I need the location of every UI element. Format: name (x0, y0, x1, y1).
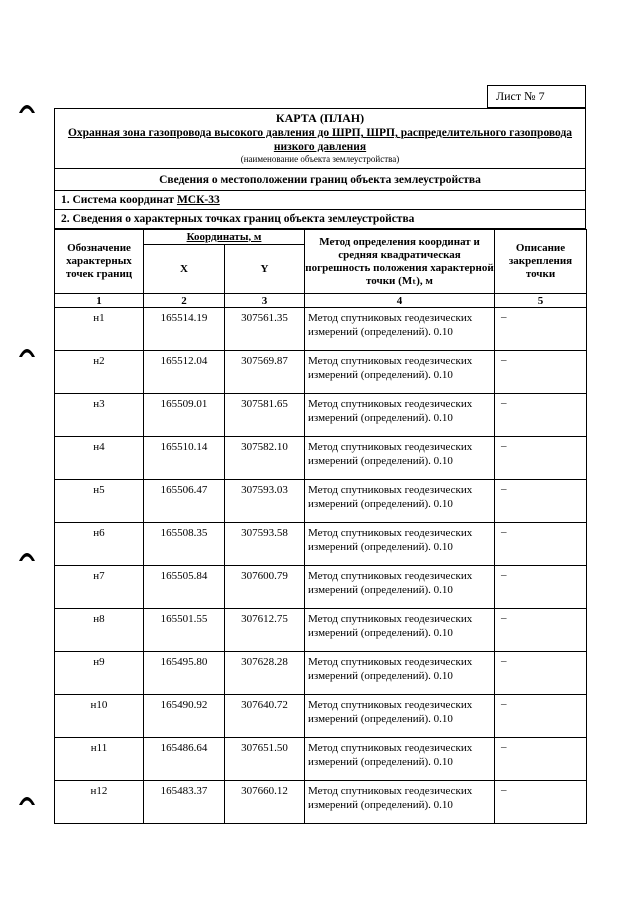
method-text: Метод спутниковых геодезических измерений (определений). 0.10 (305, 308, 495, 351)
fixing-description: – (495, 351, 587, 394)
header-method: Метод определения координат и средняя квадратическая погрешность положения характерной точки (Mₜ), м (305, 230, 495, 294)
points-section-title: 2. Сведения о характерных точках границ объекта землеустройства (54, 210, 586, 229)
point-id: н9 (55, 652, 144, 695)
coordinate-y: 307569.87 (225, 351, 305, 394)
point-id: н7 (55, 566, 144, 609)
fixing-description: – (495, 437, 587, 480)
point-id: н10 (55, 695, 144, 738)
binder-hole-mark (18, 792, 36, 806)
fixing-description: – (495, 781, 587, 824)
table-row (55, 480, 587, 523)
fixing-description: – (495, 609, 587, 652)
method-text: Метод спутниковых геодезических измерений (определений). 0.10 (305, 695, 495, 738)
table-row (55, 652, 587, 695)
column-number: 5 (495, 294, 587, 308)
coordinate-y: 307593.58 (225, 523, 305, 566)
coordinate-x: 165510.14 (144, 437, 225, 480)
binder-hole-mark (18, 548, 36, 562)
table-row (55, 781, 587, 824)
coordinate-x: 165483.37 (144, 781, 225, 824)
coordinate-x: 165501.55 (144, 609, 225, 652)
point-id: н4 (55, 437, 144, 480)
point-id: н2 (55, 351, 144, 394)
method-text: Метод спутниковых геодезических измерений (определений). 0.10 (305, 523, 495, 566)
point-id: н1 (55, 308, 144, 351)
column-number: 4 (305, 294, 495, 308)
column-number: 3 (225, 294, 305, 308)
coordinate-system-value: МСК-33 (176, 194, 220, 206)
method-text: Метод спутниковых геодезических измерений (определений). 0.10 (305, 394, 495, 437)
method-text: Метод спутниковых геодезических измерений (определений). 0.10 (305, 351, 495, 394)
point-id: н6 (55, 523, 144, 566)
point-id: н12 (55, 781, 144, 824)
header-description: Описание закрепления точки (495, 230, 587, 294)
coordinate-x: 165505.84 (144, 566, 225, 609)
document-header (54, 108, 586, 169)
coordinate-y: 307561.35 (225, 308, 305, 351)
table-row (55, 609, 587, 652)
fixing-description: – (495, 394, 587, 437)
fixing-description: – (495, 738, 587, 781)
coordinate-y: 307582.10 (225, 437, 305, 480)
sheet-number: Лист № 7 (487, 85, 586, 108)
coordinate-x: 165508.35 (144, 523, 225, 566)
method-text: Метод спутниковых геодезических измерений (определений). 0.10 (305, 652, 495, 695)
fixing-description: – (495, 652, 587, 695)
fixing-description: – (495, 308, 587, 351)
coordinate-y: 307612.75 (225, 609, 305, 652)
boundary-points-table (54, 229, 587, 824)
header-x: X (144, 245, 225, 294)
section-title: Сведения о местоположении границ объекта землеустройства (54, 169, 586, 191)
table-row (55, 437, 587, 480)
method-text: Метод спутниковых геодезических измерений (определений). 0.10 (305, 437, 495, 480)
coordinate-system-label: 1. Система координат (61, 194, 177, 206)
method-text: Метод спутниковых геодезических измерений (определений). 0.10 (305, 566, 495, 609)
coordinate-y: 307600.79 (225, 566, 305, 609)
table-row (55, 308, 587, 351)
header-point: Обозначение характерных точек границ (55, 230, 144, 294)
method-text: Метод спутниковых геодезических измерений (определений). 0.10 (305, 609, 495, 652)
binder-hole-mark (18, 100, 36, 114)
coordinate-y: 307628.28 (225, 652, 305, 695)
method-text: Метод спутниковых геодезических измерений (определений). 0.10 (305, 738, 495, 781)
fixing-description: – (495, 523, 587, 566)
column-number: 2 (144, 294, 225, 308)
coordinate-y: 307593.03 (225, 480, 305, 523)
method-text: Метод спутниковых геодезических измерений (определений). 0.10 (305, 480, 495, 523)
coordinate-x: 165495.80 (144, 652, 225, 695)
header-y: Y (225, 245, 305, 294)
column-number: 1 (55, 294, 144, 308)
coordinate-y: 307581.65 (225, 394, 305, 437)
coordinate-x: 165490.92 (144, 695, 225, 738)
table-row (55, 394, 587, 437)
coordinate-x: 165506.47 (144, 480, 225, 523)
point-id: н8 (55, 609, 144, 652)
table-row (55, 738, 587, 781)
method-text: Метод спутниковых геодезических измерений (определений). 0.10 (305, 781, 495, 824)
coordinate-x: 165486.64 (144, 738, 225, 781)
point-id: н5 (55, 480, 144, 523)
coordinate-y: 307660.12 (225, 781, 305, 824)
table-row (55, 566, 587, 609)
cadastral-form (54, 108, 586, 824)
object-name: Охранная зона газопровода высокого давления до ШРП, ШРП, распределительного газопровода низкого давления (67, 127, 573, 153)
fixing-description: – (495, 566, 587, 609)
coordinate-x: 165509.01 (144, 394, 225, 437)
table-row (55, 351, 587, 394)
point-id: н11 (55, 738, 144, 781)
coordinate-x: 165512.04 (144, 351, 225, 394)
table-row (55, 523, 587, 566)
document-title: КАРТА (ПЛАН) (275, 111, 365, 125)
fixing-description: – (495, 480, 587, 523)
fixing-description: – (495, 695, 587, 738)
binder-hole-mark (18, 344, 36, 358)
coordinate-y: 307640.72 (225, 695, 305, 738)
coordinate-y: 307651.50 (225, 738, 305, 781)
point-id: н3 (55, 394, 144, 437)
object-name-caption: (наименование объекта землеустройства) (240, 154, 400, 164)
table-row (55, 695, 587, 738)
header-coordinates: Координаты, м (144, 230, 305, 245)
coordinate-system-row (54, 191, 586, 210)
coordinate-x: 165514.19 (144, 308, 225, 351)
